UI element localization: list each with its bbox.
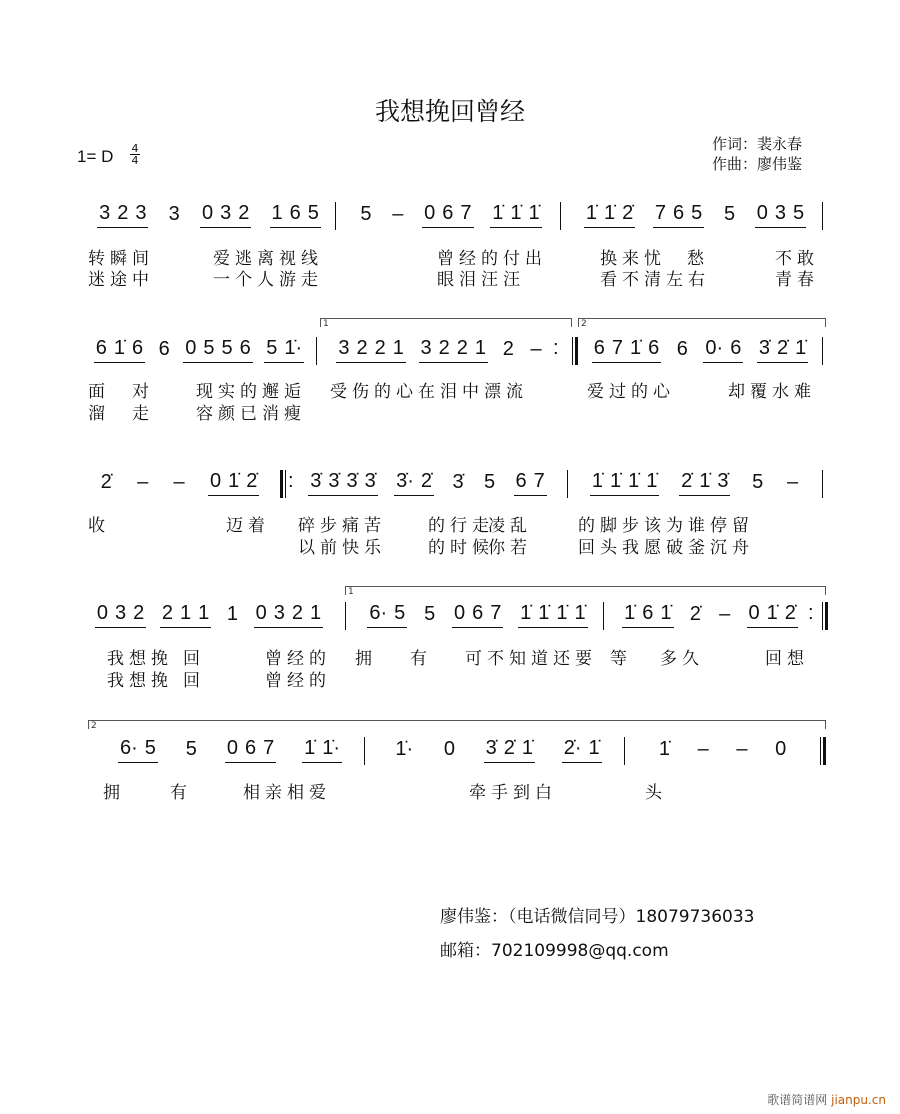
note: 3̇ bbox=[364, 470, 376, 492]
lyric-text: 拥 bbox=[355, 649, 377, 669]
lyric-text: 不敢 bbox=[775, 249, 819, 269]
note-group bbox=[390, 203, 405, 228]
note: 1̇· bbox=[395, 738, 414, 760]
note-group bbox=[653, 202, 704, 228]
note: 2 bbox=[356, 337, 368, 359]
note-group bbox=[722, 203, 737, 228]
note: 3̇ bbox=[717, 470, 729, 492]
note: 1 bbox=[310, 602, 322, 624]
measure bbox=[105, 735, 355, 763]
note: 1̇ bbox=[510, 202, 522, 224]
lyric-text: 眼泪汪汪 bbox=[437, 270, 525, 290]
lyric-text: 曾经的 bbox=[265, 671, 331, 691]
note-group bbox=[422, 603, 437, 628]
final-barline bbox=[575, 337, 578, 365]
note: 1̇ bbox=[228, 470, 240, 492]
note-group bbox=[562, 737, 602, 763]
note: 1̇ bbox=[113, 337, 125, 359]
note: 6 bbox=[95, 337, 107, 359]
lyric-text: 回头我愿破釜沉舟 bbox=[578, 538, 754, 558]
repeat-dots: : bbox=[808, 602, 814, 624]
note: 5 bbox=[793, 202, 805, 224]
lyric-text: 收 bbox=[88, 516, 110, 536]
measure bbox=[380, 735, 615, 763]
lyric-text: 有 bbox=[170, 783, 192, 803]
note: 1 bbox=[179, 602, 192, 624]
note: 3 bbox=[135, 202, 147, 224]
note: 2 bbox=[238, 202, 250, 224]
note-group bbox=[183, 337, 253, 363]
note: 1̇ bbox=[520, 602, 532, 624]
note-group bbox=[773, 738, 788, 763]
measure bbox=[580, 468, 810, 496]
note: 6 bbox=[676, 338, 688, 360]
note: 7 bbox=[654, 202, 667, 224]
note-group bbox=[160, 602, 211, 628]
note: – bbox=[787, 471, 799, 493]
note: – bbox=[736, 738, 748, 760]
note-group bbox=[225, 603, 240, 628]
lyric-text: 的时候 bbox=[428, 538, 494, 558]
lyric-text: 换来忧 bbox=[600, 249, 666, 269]
watermark-site: jianpu.cn bbox=[831, 1093, 886, 1107]
note-group bbox=[584, 202, 635, 228]
note-group bbox=[336, 337, 406, 363]
lyric-text: 愁 bbox=[687, 249, 709, 269]
lyric-text: 的行走 bbox=[428, 516, 494, 536]
note: 3 bbox=[774, 202, 787, 224]
note: 5 bbox=[752, 471, 764, 493]
watermark-cn: 歌谱简谱网 bbox=[767, 1093, 828, 1107]
note: 6 bbox=[730, 337, 742, 359]
lyric-text: 面 bbox=[88, 382, 110, 402]
measure bbox=[88, 600, 330, 628]
note: 3̇ bbox=[328, 470, 340, 492]
note: 6 bbox=[593, 337, 605, 359]
note-group bbox=[734, 738, 749, 763]
lyric-text: 迷途中 bbox=[88, 270, 154, 290]
note-group bbox=[696, 738, 711, 763]
note-group bbox=[422, 202, 473, 228]
barline bbox=[820, 737, 821, 765]
lyric-text: 看不清左右 bbox=[600, 270, 710, 290]
contact-info: 廖伟鉴：（电话微信同号）18079736033 bbox=[440, 907, 755, 927]
note-group bbox=[225, 737, 276, 763]
measure bbox=[350, 200, 550, 228]
note: – bbox=[392, 203, 404, 225]
note: 1̇· bbox=[322, 737, 341, 759]
note: 3̇· bbox=[396, 470, 414, 492]
note: 5 bbox=[203, 337, 215, 359]
note: 0 bbox=[775, 738, 787, 760]
note: 1̇ bbox=[585, 202, 597, 224]
note: 1 bbox=[474, 337, 487, 359]
time-signature bbox=[130, 143, 140, 166]
note: 0 bbox=[748, 602, 760, 624]
note: 0 bbox=[756, 202, 768, 224]
note-group bbox=[484, 737, 535, 763]
note: 1 bbox=[198, 602, 210, 624]
lyric-text: 受伤的心在泪中漂流 bbox=[330, 382, 528, 402]
note: 5 bbox=[144, 737, 156, 759]
note: 2̇ bbox=[681, 470, 693, 492]
note-group bbox=[270, 202, 321, 228]
barline bbox=[345, 602, 346, 630]
note: 3̇ bbox=[346, 470, 358, 492]
barline bbox=[316, 337, 317, 365]
note: 1̇ bbox=[492, 202, 504, 224]
note-group bbox=[167, 203, 182, 228]
note: 1 bbox=[226, 603, 239, 625]
note: 2̇ bbox=[100, 471, 112, 493]
note: 0 bbox=[209, 470, 222, 492]
lyricist-credit: 作词：裴永春 bbox=[712, 135, 803, 153]
note: 0 bbox=[201, 202, 214, 224]
measure bbox=[585, 335, 815, 363]
lyric-text: 回 bbox=[183, 671, 205, 691]
barline bbox=[567, 470, 568, 498]
lyric-text: 曾经的付出 bbox=[437, 249, 547, 269]
note-group bbox=[208, 470, 259, 496]
note: 6 bbox=[673, 202, 685, 224]
note-group bbox=[94, 337, 145, 363]
time-signature-top: 4 bbox=[131, 142, 139, 155]
note: 6 bbox=[642, 602, 654, 624]
note-group bbox=[675, 338, 690, 363]
note: – bbox=[137, 471, 149, 493]
note: 0· bbox=[705, 337, 724, 359]
lyric-text: 走 bbox=[132, 404, 154, 424]
lyric-text: 回 bbox=[183, 649, 205, 669]
note-group bbox=[514, 470, 547, 496]
note-group bbox=[747, 602, 798, 628]
measure bbox=[645, 735, 800, 763]
note: 1̇ bbox=[588, 737, 600, 759]
lyric-text: 溜 bbox=[88, 404, 110, 424]
note-group bbox=[482, 471, 497, 496]
barline bbox=[822, 337, 823, 365]
note-group bbox=[679, 470, 730, 496]
note: 1̇ bbox=[658, 738, 670, 760]
note: 6 bbox=[442, 202, 454, 224]
barline bbox=[560, 202, 561, 230]
note: 7 bbox=[460, 202, 472, 224]
note: 0 bbox=[453, 602, 466, 624]
measure bbox=[88, 468, 270, 496]
lyric-text: 转瞬间 bbox=[88, 249, 154, 269]
lyric-text: 我想挽 bbox=[107, 671, 173, 691]
note-group bbox=[419, 337, 489, 363]
note: 6 bbox=[239, 337, 251, 359]
note: 1̇ bbox=[766, 602, 778, 624]
barline bbox=[335, 202, 336, 230]
note-group bbox=[442, 738, 457, 763]
note: 1̇ bbox=[603, 202, 616, 224]
barline bbox=[572, 337, 573, 365]
note-group bbox=[302, 737, 342, 763]
lyric-text: 却覆水难 bbox=[728, 382, 816, 402]
note: 1̇ bbox=[591, 470, 603, 492]
note: – bbox=[173, 471, 185, 493]
note: 1̇ bbox=[699, 470, 711, 492]
note: 0 bbox=[255, 602, 267, 624]
final-barline bbox=[823, 737, 826, 765]
note: 2 bbox=[438, 337, 450, 359]
note: 5 bbox=[221, 337, 233, 359]
note: 1̇ bbox=[609, 470, 622, 492]
note: 2̇ bbox=[622, 202, 634, 224]
note: 6 bbox=[132, 337, 144, 359]
note: 3 bbox=[420, 337, 432, 359]
note-group bbox=[95, 602, 146, 628]
measure bbox=[360, 600, 595, 628]
note-group bbox=[358, 203, 373, 228]
song-title: 我想挽回曾经 bbox=[374, 97, 525, 126]
repeat-start-barline bbox=[280, 470, 283, 498]
note: 1̇ bbox=[795, 337, 807, 359]
note: 1̇ bbox=[646, 470, 658, 492]
note: 2 bbox=[291, 602, 304, 624]
note-group bbox=[452, 602, 503, 628]
note: 2̇ bbox=[246, 470, 258, 492]
note: 0 bbox=[185, 337, 197, 359]
volta-bracket: 2 bbox=[88, 720, 826, 729]
volta-bracket: 2 bbox=[578, 318, 826, 327]
note: 5 bbox=[424, 603, 436, 625]
note: 3 bbox=[114, 602, 127, 624]
barline bbox=[822, 602, 823, 630]
note-group bbox=[157, 338, 172, 363]
note-group bbox=[200, 202, 251, 228]
lyric-text: 的脚步该为谁停留 bbox=[578, 516, 754, 536]
note: 2 bbox=[117, 202, 129, 224]
note: 7 bbox=[490, 602, 502, 624]
lyric-text: 一个人游走 bbox=[213, 270, 323, 290]
note: 2̇ bbox=[784, 602, 796, 624]
note: – bbox=[530, 338, 542, 360]
measure bbox=[88, 200, 330, 228]
lyric-text: 牵手到白 bbox=[469, 783, 557, 803]
note-group bbox=[254, 602, 324, 628]
note: 3 bbox=[99, 202, 111, 224]
note: 3 bbox=[168, 203, 180, 225]
note: 5 bbox=[691, 202, 703, 224]
note-group bbox=[590, 470, 660, 496]
watermark bbox=[767, 1091, 886, 1108]
note: 3 bbox=[220, 202, 232, 224]
note: 2̇ bbox=[420, 470, 433, 492]
composer-credit: 作曲：廖伟鉴 bbox=[712, 155, 803, 173]
note-group bbox=[529, 338, 544, 363]
note-group bbox=[394, 470, 434, 496]
note: 2̇ bbox=[776, 337, 789, 359]
note-group bbox=[118, 737, 158, 763]
volta-bracket: 1 bbox=[345, 586, 826, 595]
note-group bbox=[657, 738, 672, 763]
note: 0 bbox=[424, 202, 436, 224]
key-signature: 1= D bbox=[77, 147, 114, 166]
email-info: 邮箱：702109998@qq.com bbox=[440, 941, 669, 961]
note-group bbox=[703, 337, 743, 363]
note: 2̇ bbox=[503, 737, 515, 759]
lyric-text: 凌乱 bbox=[488, 516, 532, 536]
note: 1̇ bbox=[624, 602, 636, 624]
lyric-text: 曾经的 bbox=[265, 649, 331, 669]
note: 2 bbox=[161, 602, 173, 624]
note: 1̇· bbox=[284, 337, 303, 359]
note: 6 bbox=[244, 737, 257, 759]
note: 1 bbox=[392, 337, 404, 359]
note: 6· bbox=[369, 602, 388, 624]
barline bbox=[624, 737, 625, 765]
note: 3̇ bbox=[485, 737, 497, 759]
lyric-text: 迈着 bbox=[226, 516, 270, 536]
lyric-text: 你若 bbox=[488, 538, 532, 558]
note: 6 bbox=[515, 470, 527, 492]
note-group bbox=[717, 603, 732, 628]
repeat-dots: : bbox=[553, 337, 559, 359]
barline bbox=[822, 470, 823, 498]
note-group bbox=[264, 337, 304, 363]
note: 7 bbox=[263, 737, 275, 759]
note-group bbox=[97, 202, 148, 228]
note-group bbox=[688, 603, 703, 628]
lyric-text: 爱逃离视线 bbox=[213, 249, 323, 269]
note: 5 bbox=[266, 337, 278, 359]
note: 1̇ bbox=[521, 737, 534, 759]
lyric-text: 碎步痛苦 bbox=[298, 516, 386, 536]
note: 3 bbox=[273, 602, 285, 624]
note-group bbox=[367, 602, 407, 628]
note: 5 bbox=[307, 202, 319, 224]
note-group bbox=[184, 738, 199, 763]
note: 2̇· bbox=[563, 737, 582, 759]
note-group bbox=[393, 738, 415, 763]
note: 6 bbox=[472, 602, 484, 624]
note-group bbox=[172, 471, 187, 496]
note-group bbox=[308, 470, 378, 496]
note: 1̇ bbox=[630, 337, 642, 359]
lyric-text: 拥 bbox=[103, 783, 125, 803]
note: 5 bbox=[360, 203, 372, 225]
note-group bbox=[501, 338, 516, 363]
note-group bbox=[135, 471, 150, 496]
time-signature-bottom: 4 bbox=[131, 154, 139, 167]
lyric-text: 以前快乐 bbox=[298, 538, 386, 558]
measure bbox=[615, 600, 805, 628]
note-group bbox=[518, 602, 588, 628]
note: 5 bbox=[185, 738, 197, 760]
note: – bbox=[719, 603, 731, 625]
volta-bracket: 1 bbox=[320, 318, 572, 327]
note: 2 bbox=[456, 337, 468, 359]
lyric-text: 有 bbox=[410, 649, 432, 669]
barline bbox=[822, 202, 823, 230]
note-group bbox=[750, 471, 765, 496]
note: 1̇ bbox=[528, 202, 540, 224]
note: 2̇ bbox=[689, 603, 701, 625]
lyric-text: 头 bbox=[645, 783, 667, 803]
measure bbox=[575, 200, 815, 228]
note: 2 bbox=[502, 338, 514, 360]
note: 2 bbox=[374, 337, 386, 359]
note-group bbox=[592, 337, 662, 363]
lyric-text: 可不知道还要 bbox=[465, 649, 597, 669]
barline bbox=[364, 737, 365, 765]
note: 3 bbox=[338, 337, 350, 359]
note-group bbox=[755, 202, 806, 228]
lyric-text: 现实的邂逅 bbox=[196, 382, 306, 402]
note: 1̇ bbox=[628, 470, 640, 492]
note: 6 bbox=[648, 337, 660, 359]
barline bbox=[603, 602, 604, 630]
measure bbox=[330, 335, 550, 363]
final-barline bbox=[825, 602, 828, 630]
note-group bbox=[490, 202, 541, 228]
note: 7 bbox=[533, 470, 545, 492]
lyric-text: 多久 bbox=[660, 649, 704, 669]
note: 5 bbox=[723, 203, 736, 225]
note-group bbox=[785, 471, 800, 496]
note: 0 bbox=[443, 738, 455, 760]
lyric-text: 相亲相爱 bbox=[243, 783, 331, 803]
note: 3̇ bbox=[452, 471, 464, 493]
lyric-text: 容颜已消瘦 bbox=[196, 404, 306, 424]
lyric-text: 爱过的心 bbox=[587, 382, 675, 402]
note-group bbox=[99, 471, 114, 496]
note: 1̇ bbox=[574, 602, 586, 624]
lyric-text: 等 bbox=[610, 649, 632, 669]
note: 1̇ bbox=[660, 602, 672, 624]
note: 1 bbox=[271, 202, 283, 224]
note: 2 bbox=[133, 602, 145, 624]
note: – bbox=[697, 738, 709, 760]
note-group bbox=[757, 337, 808, 363]
lyric-text: 我想挽 bbox=[107, 649, 173, 669]
note: 3̇ bbox=[310, 470, 322, 492]
note: 0 bbox=[96, 602, 108, 624]
note: 3̇ bbox=[758, 337, 770, 359]
note-group bbox=[622, 602, 673, 628]
lyric-text: 回想 bbox=[765, 649, 809, 669]
note-group bbox=[450, 471, 465, 496]
note: 0 bbox=[226, 737, 238, 759]
note: 5 bbox=[483, 471, 496, 493]
note: 6· bbox=[119, 737, 138, 759]
note: 7 bbox=[611, 337, 623, 359]
lyric-text: 青春 bbox=[775, 270, 819, 290]
note: 6 bbox=[158, 338, 170, 360]
note: 1̇ bbox=[304, 737, 316, 759]
measure bbox=[300, 468, 555, 496]
note: 1̇ bbox=[538, 602, 550, 624]
note: 5 bbox=[394, 602, 406, 624]
measure bbox=[88, 335, 310, 363]
note: 1̇ bbox=[556, 602, 568, 624]
repeat-start-barline bbox=[285, 470, 286, 498]
lyric-text: 对 bbox=[132, 382, 154, 402]
repeat-dots: : bbox=[288, 470, 294, 492]
note: 6 bbox=[289, 202, 301, 224]
